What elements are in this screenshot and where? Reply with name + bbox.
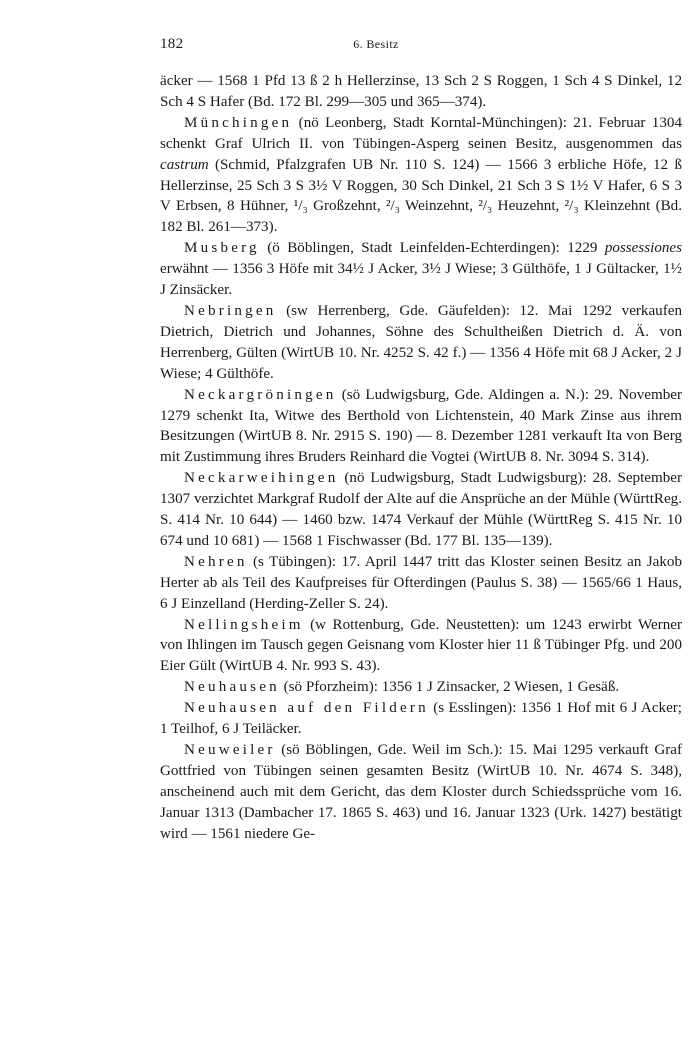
place-entry bbox=[160, 552, 682, 615]
entry-text: (sö Ludwigsburg, Gde. Aldingen a. N.): 29. November 1279 schenkt Ita, Witwe des Berthold von Lichtenstein, 40 Mark Zinse aus ihrem Besitzungen (WirtUB 8. Nr. 2915 S. 190) — 8. Dezember 1281 verkauft Ita von Berg mit Zustimmung ihres Bruders Reinhard die Vogtei (WirtUB 8. Nr. 3094 S. 314). bbox=[160, 386, 682, 466]
place-name: Nebringen bbox=[184, 302, 277, 319]
place-entry bbox=[160, 677, 682, 698]
running-head: 6. Besitz bbox=[353, 37, 399, 51]
entry-text: (sö Pforzheim): 1356 1 J Zinsacker, 2 Wiesen, 1 Gesäß. bbox=[279, 679, 620, 696]
italic-term: possessiones bbox=[604, 240, 682, 257]
entry-text: (nö Leonberg, Stadt Korntal-Münchingen): 21. Februar 1304 schenkt Graf Ulrich II. von Tübingen-Asperg seinen Besitz, ausgenommen das bbox=[160, 114, 682, 152]
place-entry bbox=[160, 238, 682, 301]
italic-term: castrum bbox=[160, 156, 209, 173]
place-name: Nehren bbox=[184, 553, 248, 570]
entry-text: (sw Herrenberg, Gde. Gäufelden): 12. Mai 1292 verkaufen Dietrich, Dietrich und Johannes, Söhne des Schultheißen Dietrich d. Ä. von Herrenberg, Gülten (WirtUB 10. Nr. 4252 S. 42 f.) — 1356 4 Höfe mit 68 J Acker, 2 J Wiese; 4 Gülthöfe. bbox=[160, 302, 682, 382]
entry-text: (sö Böblingen, Gde. Weil im Sch.): 15. Mai 1295 verkauft Graf Gottfried von Tübingen seinen gesamten Besitz (WirtUB 10. Nr. 4674 S. 348), anscheinend auch mit dem Gericht, das dem Kloster durch Schiedssprüche vom 16. Januar 1313 (Dambacher 17. 1865 S. 463) und 16. Januar 1323 (Urk. 1427) bestätigt wird — 1561 niedere Ge- bbox=[160, 742, 682, 842]
page-number: 182 bbox=[160, 36, 184, 52]
entry-text: (ö Böblingen, Stadt Leinfelden-Echterdingen): 1229 bbox=[259, 240, 605, 257]
entry-text: erwähnt — 1356 3 Höfe mit 34½ J Acker, 3½ J Wiese; 3 Gülthöfe, 1 J Gültacker, 1½ J Zinsäcker. bbox=[160, 261, 682, 299]
place-name: Neckarweihingen bbox=[184, 470, 339, 487]
place-entry bbox=[160, 385, 682, 469]
page-header bbox=[160, 36, 592, 56]
place-entry bbox=[160, 468, 682, 552]
continuation-paragraph: äcker — 1568 1 Pfd 13 ß 2 h Hellerzinse, 13 Sch 2 S Roggen, 1 Sch 4 S Dinkel, 12 Sch 4 S Hafer (Bd. 172 Bl. 299—305 und 365—374). bbox=[160, 73, 682, 110]
entry-text: (s Tübingen): 17. April 1447 tritt das Kloster seinen Besitz an Jakob Herter ab als Teil des Kaufpreises für Ofterdingen (Paulus S. 38) — 1565/66 1 Haus, 6 J Einzelland (Herding-Zeller S. 24). bbox=[160, 553, 682, 612]
entry-text: (w Rottenburg, Gde. Neustetten): um 1243 erwirbt Werner von Ihlingen im Tausch gegen Geisnang vom Kloster hier 11 ß Tübinger Pfg. und 200 Eier Gült (WirtUB 4. Nr. 993 S. 43). bbox=[160, 616, 682, 675]
place-name: Neuhausen bbox=[184, 679, 280, 696]
entry-text: (Schmid, Pfalzgrafen UB Nr. 110 S. 124) — 1566 3 erbliche Höfe, 12 ß Hellerzinse, 25 Sch 3 S 3½ V Roggen, 30 Sch Dinkel, 21 Sch 3 S 1½ V Hafer, 6 S 3 V Erbsen, 8 Hühner, ¹/₃ Großzehnt, ²/₃ Weinzehnt, ²/₃ Heuzehnt, ²/₃ Kleinzehnt (Bd. 182 Bl. 261—373). bbox=[160, 156, 682, 236]
place-name: Musberg bbox=[184, 240, 260, 257]
entry-text: (s Esslingen): 1356 1 Hof mit 6 J Acker; 1 Teilhof, 6 J Teiläcker. bbox=[160, 700, 682, 738]
place-entry bbox=[160, 615, 682, 678]
place-entry bbox=[160, 698, 682, 740]
body-text bbox=[160, 71, 682, 845]
place-name: Neuweiler bbox=[184, 742, 276, 758]
entry-text: (nö Ludwigsburg, Stadt Ludwigsburg): 28. September 1307 verzichtet Markgraf Rudolf der Alte auf die Ansprüche an der Mühle (WürttReg. S. 414 Nr. 10 644) — 1460 bzw. 1474 Verkauf der Mühle (WürttReg S. 415 Nr. 10 674 und 10 681) — 1568 1 Fischwasser (Bd. 177 Bl. 135—139). bbox=[160, 470, 682, 549]
place-entry bbox=[160, 301, 682, 385]
place-name: Neuhausen auf den Fildern bbox=[184, 700, 429, 717]
place-name: Münchingen bbox=[184, 114, 293, 131]
place-name: Nellingsheim bbox=[184, 616, 304, 633]
place-entry bbox=[160, 113, 682, 238]
place-name: Neckargröningen bbox=[184, 386, 337, 403]
place-entry bbox=[160, 740, 682, 845]
